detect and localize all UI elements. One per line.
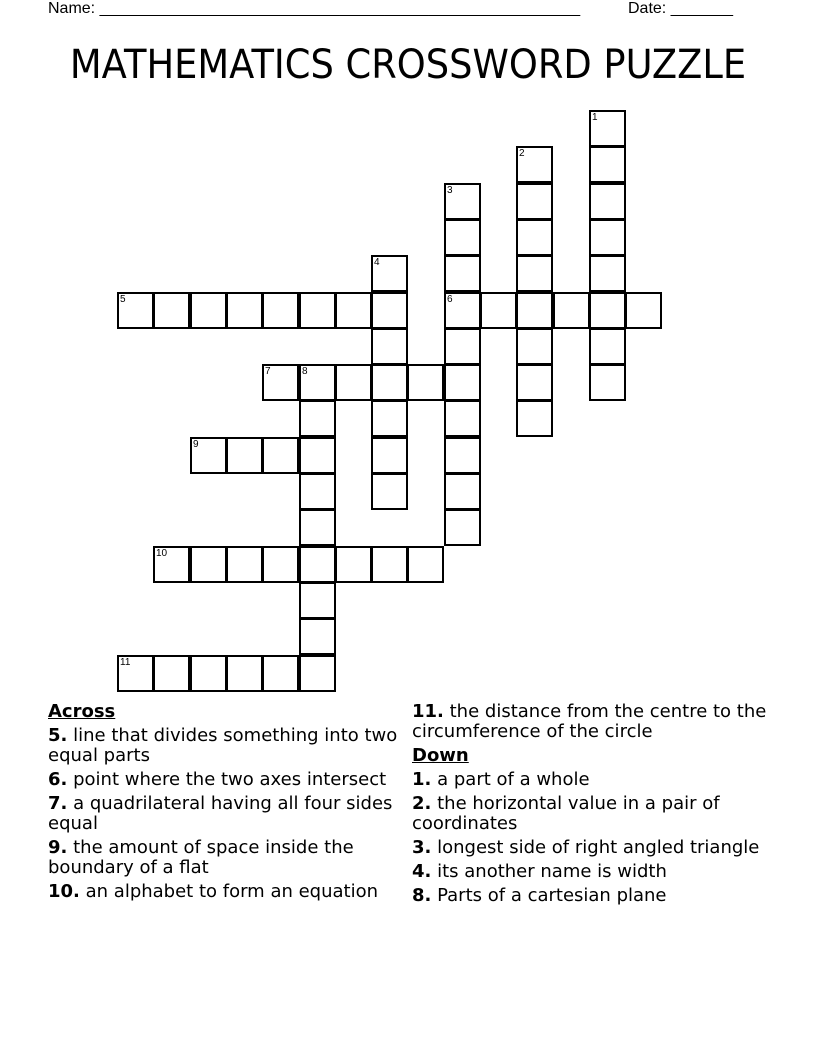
- clue-text: the amount of space inside the boundary of a flat: [48, 837, 354, 878]
- across-clue-7: [48, 794, 408, 834]
- clue-number-label: 3: [447, 185, 453, 196]
- grid-cell[interactable]: [226, 292, 263, 329]
- grid-cell[interactable]: [299, 400, 336, 437]
- grid-cell[interactable]: [516, 183, 553, 220]
- clue-number-label: 9: [193, 439, 199, 450]
- grid-cell[interactable]: [299, 364, 336, 401]
- grid-cell[interactable]: [444, 328, 481, 365]
- grid-cell[interactable]: [371, 292, 408, 329]
- clue-number-label: 5: [120, 294, 126, 305]
- grid-cell[interactable]: [299, 473, 336, 510]
- across-clue-10: [48, 882, 408, 902]
- clues-column-right: [412, 702, 772, 910]
- clue-text: a quadrilateral having all four sides equal: [48, 793, 393, 834]
- clue-text: the horizontal value in a pair of coordinates: [412, 793, 720, 834]
- grid-cell[interactable]: [553, 292, 590, 329]
- clue-text: an alphabet to form an equation: [85, 881, 379, 902]
- clue-number: 4.: [412, 861, 432, 882]
- grid-cell[interactable]: [444, 437, 481, 474]
- grid-cell[interactable]: [371, 255, 408, 292]
- clue-number: 10.: [48, 881, 80, 902]
- grid-cell[interactable]: [589, 219, 626, 256]
- grid-cell[interactable]: [516, 219, 553, 256]
- clue-number-label: 8: [302, 366, 308, 377]
- grid-cell[interactable]: [335, 364, 372, 401]
- grid-cell[interactable]: [371, 364, 408, 401]
- grid-cell[interactable]: [516, 328, 553, 365]
- grid-cell[interactable]: [516, 146, 553, 183]
- clue-number-label: 2: [519, 148, 525, 159]
- grid-cell[interactable]: [371, 546, 408, 583]
- grid-cell[interactable]: [444, 183, 481, 220]
- grid-cell[interactable]: [226, 546, 263, 583]
- clue-number-label: 4: [374, 257, 380, 268]
- grid-cell[interactable]: [407, 546, 444, 583]
- clue-number: 1.: [412, 769, 432, 790]
- grid-cell[interactable]: [226, 437, 263, 474]
- clue-text: a part of a whole: [437, 769, 590, 790]
- clue-number-label: 10: [156, 548, 168, 559]
- grid-cell[interactable]: [589, 292, 626, 329]
- grid-cell[interactable]: [589, 328, 626, 365]
- grid-cell[interactable]: [589, 364, 626, 401]
- grid-cell[interactable]: [153, 292, 190, 329]
- grid-cell[interactable]: [589, 146, 626, 183]
- across-clue-6: [48, 770, 408, 790]
- down-clue-4: [412, 862, 772, 882]
- clue-number-label: 6: [447, 294, 453, 305]
- across-clue-5: [48, 726, 408, 766]
- clue-number: 11.: [412, 701, 444, 722]
- grid-cell[interactable]: [444, 400, 481, 437]
- name-field[interactable]: Name: ______________________________________________________: [48, 0, 581, 17]
- clue-text: Parts of a cartesian plane: [437, 885, 667, 906]
- grid-cell[interactable]: [299, 618, 336, 655]
- grid-cell[interactable]: [371, 437, 408, 474]
- grid-cell[interactable]: [335, 292, 372, 329]
- grid-cell[interactable]: [480, 292, 517, 329]
- grid-cell[interactable]: [589, 255, 626, 292]
- grid-cell[interactable]: [371, 473, 408, 510]
- grid-cell[interactable]: [516, 255, 553, 292]
- grid-cell[interactable]: [299, 582, 336, 619]
- across-heading: Across: [48, 701, 116, 722]
- grid-cell[interactable]: [407, 364, 444, 401]
- clue-number: 3.: [412, 837, 432, 858]
- grid-cell[interactable]: [299, 655, 336, 692]
- grid-cell[interactable]: [335, 546, 372, 583]
- grid-cell[interactable]: [190, 655, 227, 692]
- clue-text: line that divides something into two equal parts: [48, 725, 398, 766]
- clue-number: 5.: [48, 725, 68, 746]
- clue-text: point where the two axes intersect: [73, 769, 387, 790]
- grid-cell[interactable]: [589, 183, 626, 220]
- grid-cell[interactable]: [371, 328, 408, 365]
- grid-cell[interactable]: [516, 400, 553, 437]
- grid-cell[interactable]: [190, 292, 227, 329]
- clue-number: 7.: [48, 793, 68, 814]
- page-title: MATHEMATICS CROSSWORD PUZZLE: [69, 42, 747, 88]
- grid-cell[interactable]: [516, 364, 553, 401]
- clue-text: the distance from the centre to the circumference of the circle: [412, 701, 767, 742]
- clue-number-label: 7: [265, 366, 271, 377]
- grid-cell[interactable]: [589, 110, 626, 147]
- grid-cell[interactable]: [625, 292, 662, 329]
- grid-cell[interactable]: [444, 292, 481, 329]
- clue-number: 2.: [412, 793, 432, 814]
- date-field[interactable]: Date: _______: [628, 0, 733, 17]
- down-clue-2: [412, 794, 772, 834]
- grid-cell[interactable]: [190, 546, 227, 583]
- clue-number-label: 1: [592, 112, 598, 123]
- grid-cell[interactable]: [444, 219, 481, 256]
- grid-cell[interactable]: [262, 546, 299, 583]
- grid-cell[interactable]: [117, 292, 154, 329]
- clue-text: longest side of right angled triangle: [437, 837, 760, 858]
- grid-cell[interactable]: [153, 655, 190, 692]
- grid-cell[interactable]: [371, 400, 408, 437]
- clue-number: 9.: [48, 837, 68, 858]
- down-clue-1: [412, 770, 772, 790]
- grid-cell[interactable]: [190, 437, 227, 474]
- clue-text: its another name is width: [437, 861, 667, 882]
- grid-cell[interactable]: [444, 255, 481, 292]
- across-clue-11: [412, 702, 772, 742]
- down-heading: Down: [412, 745, 469, 766]
- grid-cell[interactable]: [299, 292, 336, 329]
- clue-number-label: 11: [120, 657, 131, 668]
- grid-cell[interactable]: [262, 437, 299, 474]
- grid-cell[interactable]: [117, 655, 154, 692]
- grid-cell[interactable]: [444, 509, 481, 546]
- grid-cell[interactable]: [516, 292, 553, 329]
- grid-cell[interactable]: [299, 437, 336, 474]
- grid-cell[interactable]: [299, 546, 336, 583]
- down-clue-3: [412, 838, 772, 858]
- clues-column-left: [48, 702, 408, 906]
- clue-number: 6.: [48, 769, 68, 790]
- grid-cell[interactable]: [262, 655, 299, 692]
- down-clue-8: [412, 886, 772, 906]
- grid-cell[interactable]: [153, 546, 190, 583]
- grid-cell[interactable]: [299, 509, 336, 546]
- clue-number: 8.: [412, 885, 432, 906]
- grid-cell[interactable]: [262, 364, 299, 401]
- grid-cell[interactable]: [444, 364, 481, 401]
- grid-cell[interactable]: [226, 655, 263, 692]
- across-clue-9: [48, 838, 408, 878]
- grid-cell[interactable]: [444, 473, 481, 510]
- grid-cell[interactable]: [262, 292, 299, 329]
